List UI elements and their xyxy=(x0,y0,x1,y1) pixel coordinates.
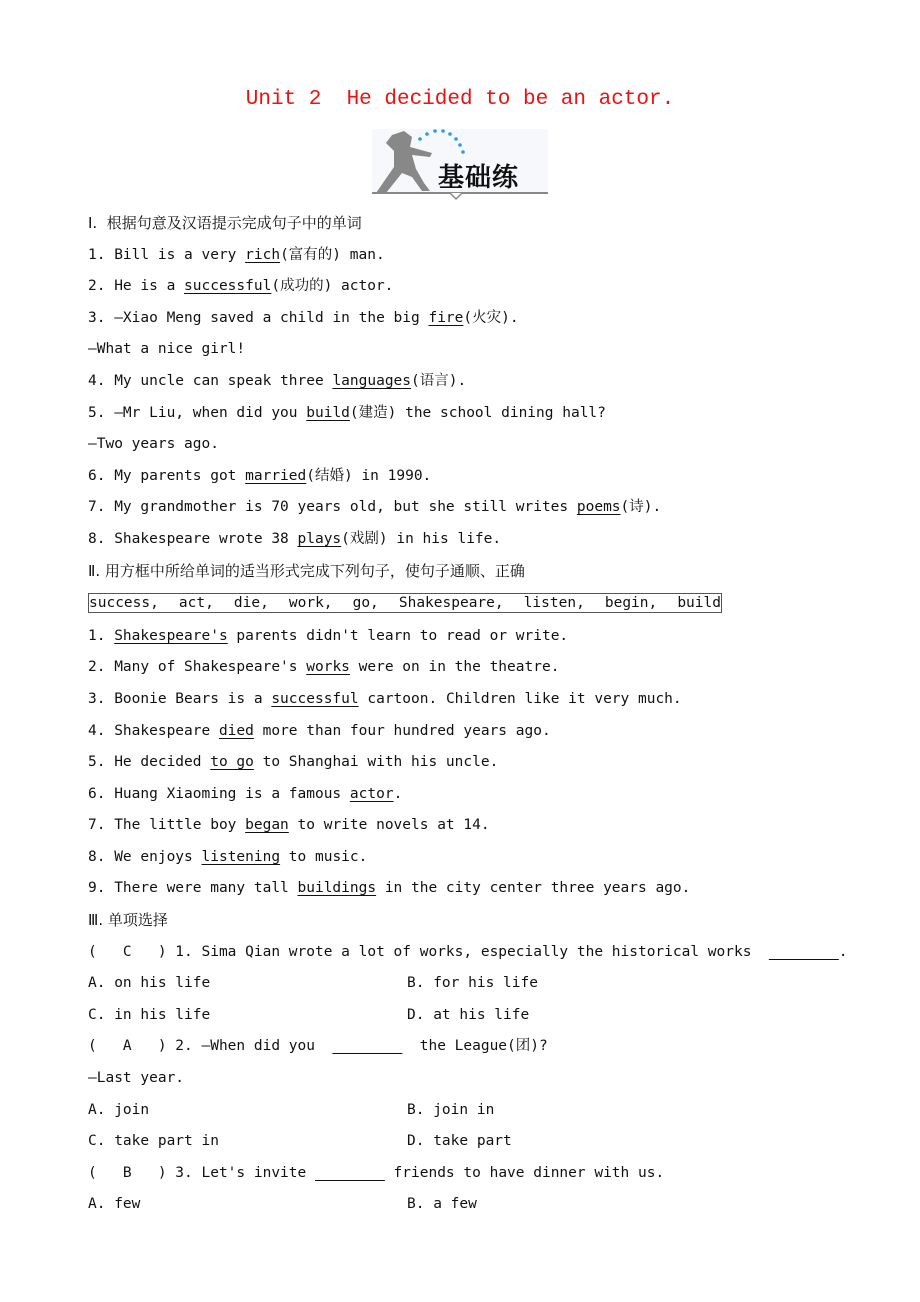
word-bank-word: success, xyxy=(89,595,159,612)
section-logo xyxy=(372,127,548,201)
text-segment: (戏剧) in his life. xyxy=(341,530,502,547)
option: A. few xyxy=(88,1196,141,1213)
answer-options xyxy=(88,968,828,1000)
question-line xyxy=(88,684,828,716)
text-segment: (建造) the school dining hall? xyxy=(349,404,606,421)
question-line xyxy=(88,842,828,874)
answer-options xyxy=(88,1189,828,1221)
question-line xyxy=(88,747,828,779)
option: A. join xyxy=(88,1101,150,1118)
word-bank-word: die, xyxy=(233,595,269,612)
word-bank-box xyxy=(88,593,722,613)
logo-label: 基础练 xyxy=(438,163,520,193)
text-segment: 9. There were many tall xyxy=(88,880,298,897)
answer-text: fire xyxy=(428,309,464,326)
answer-text: languages xyxy=(332,372,412,389)
text-segment: (成功的) actor. xyxy=(271,278,394,295)
option: D. take part xyxy=(407,1133,512,1150)
option: D. at his life xyxy=(407,1006,530,1023)
word-bank-word: act, xyxy=(178,595,214,612)
word-bank-word: work, xyxy=(288,595,333,612)
question-line xyxy=(88,779,828,811)
answer-text: ________ xyxy=(332,1038,403,1055)
text-segment: (结婚) in 1990. xyxy=(306,467,432,484)
text-segment: ( C ) 1. Sima Qian wrote a lot of works, especially the historical works xyxy=(88,943,769,960)
answer-options xyxy=(88,1126,828,1158)
text-segment: 5. —Mr Liu, when did you xyxy=(88,404,307,421)
text-segment: Ⅱ. 用方框中所给单词的适当形式完成下列句子，使句子通顺、正确 xyxy=(88,561,525,580)
text-segment: 2. He is a xyxy=(88,278,185,295)
answer-text: works xyxy=(306,659,350,676)
option: B. for his life xyxy=(407,975,538,992)
question-line xyxy=(88,1063,828,1095)
question-line xyxy=(88,873,828,905)
text-segment: 1. xyxy=(88,627,115,644)
text-segment: more than four hundred years ago. xyxy=(253,722,551,739)
word-bank-word: Shakespeare, xyxy=(398,595,504,612)
question-line xyxy=(88,334,828,366)
answer-text: to go xyxy=(210,754,254,771)
text-segment: the League(团)? xyxy=(402,1038,548,1055)
answer-text: build xyxy=(306,404,350,421)
text-segment: (富有的) man. xyxy=(280,246,385,263)
text-segment: 5. He decided xyxy=(88,754,211,771)
answer-options xyxy=(88,1095,828,1127)
question-line xyxy=(88,240,828,272)
question-line xyxy=(88,492,828,524)
question-line xyxy=(88,429,828,461)
answer-options xyxy=(88,1000,828,1032)
answer-text: died xyxy=(218,722,254,739)
text-segment: 4. Shakespeare xyxy=(88,722,219,739)
section-heading xyxy=(88,556,828,588)
question-line xyxy=(88,461,828,493)
answer-text: listening xyxy=(201,848,281,865)
text-segment: 7. My grandmother is 70 years old, but she still writes xyxy=(88,499,577,516)
text-segment: were on in the theatre. xyxy=(349,659,560,676)
word-bank-word: begin, xyxy=(604,595,658,612)
question-line xyxy=(88,524,828,556)
text-segment: 4. My uncle can speak three xyxy=(88,372,333,389)
answer-text: poems xyxy=(576,499,621,516)
text-segment: 1. Bill is a very xyxy=(88,246,246,263)
text-segment: 3. —Xiao Meng saved a child in the big xyxy=(88,309,429,326)
word-bank-word: build xyxy=(677,595,721,612)
question-line xyxy=(88,937,848,969)
text-segment: . xyxy=(393,785,403,802)
text-segment: to Shanghai with his uncle. xyxy=(253,754,499,771)
answer-text: plays xyxy=(297,530,342,547)
page-title: Unit 2 He decided to be an actor. xyxy=(245,88,675,111)
text-segment: —Two years ago. xyxy=(88,436,219,453)
section-heading xyxy=(88,905,828,937)
text-segment: 2. Many of Shakespeare's xyxy=(88,659,307,676)
text-segment: . xyxy=(838,943,848,960)
text-segment: 3. Boonie Bears is a xyxy=(88,690,272,707)
answer-text: ________ xyxy=(314,1164,385,1181)
text-segment: ( B ) 3. Let's invite xyxy=(88,1164,315,1181)
exercise-content xyxy=(88,208,848,1221)
text-segment: Ⅰ. 根据句意及汉语提示完成句子中的单词 xyxy=(88,214,362,232)
text-segment: —Last year. xyxy=(88,1070,185,1087)
word-bank-word: listen, xyxy=(523,595,585,612)
text-segment: cartoon. Children like it very much. xyxy=(358,690,682,707)
text-segment: 8. Shakespeare wrote 38 xyxy=(88,530,298,547)
text-segment: 6. My parents got xyxy=(88,467,246,484)
word-bank-word: go, xyxy=(352,595,379,612)
option: C. in his life xyxy=(88,1006,211,1023)
answer-text: buildings xyxy=(297,880,377,897)
text-segment: to music. xyxy=(280,848,368,865)
question-line xyxy=(88,716,828,748)
text-segment: (诗). xyxy=(620,499,662,516)
section-heading xyxy=(88,208,828,240)
text-segment: ( A ) 2. —When did you xyxy=(88,1038,333,1055)
text-segment: parents didn't learn to read or write. xyxy=(227,627,569,644)
question-line xyxy=(88,652,828,684)
question-line xyxy=(88,810,828,842)
option: C. take part in xyxy=(88,1133,219,1150)
question-line xyxy=(88,271,828,303)
answer-text: successful xyxy=(271,690,359,707)
answer-text: Shakespeare's xyxy=(114,627,228,644)
answer-text: rich xyxy=(245,246,281,263)
text-segment: (语言). xyxy=(411,372,467,389)
question-line xyxy=(88,398,828,430)
answer-text: successful xyxy=(184,278,272,295)
text-segment: 7. The little boy xyxy=(88,817,246,834)
answer-text: began xyxy=(245,817,289,834)
text-segment: (火灾). xyxy=(463,309,519,326)
option: B. join in xyxy=(407,1101,495,1118)
option: B. a few xyxy=(407,1196,477,1213)
text-segment: to write novels at 14. xyxy=(288,817,490,834)
text-segment: —What a nice girl! xyxy=(88,341,246,358)
text-segment: in the city center three years ago. xyxy=(376,880,691,897)
question-line xyxy=(88,1031,828,1063)
answer-text: ________ xyxy=(768,943,839,960)
text-segment: 8. We enjoys xyxy=(88,848,202,865)
text-segment: friends to have dinner with us. xyxy=(384,1164,665,1181)
answer-text: actor xyxy=(349,785,394,802)
question-line xyxy=(88,621,828,653)
text-segment: 6. Huang Xiaoming is a famous xyxy=(88,785,350,802)
answer-text: married xyxy=(245,467,307,484)
question-line xyxy=(88,303,828,335)
text-segment: Ⅲ. 单项选择 xyxy=(88,911,168,930)
question-line xyxy=(88,1158,828,1190)
option: A. on his life xyxy=(88,975,211,992)
question-line xyxy=(88,366,828,398)
